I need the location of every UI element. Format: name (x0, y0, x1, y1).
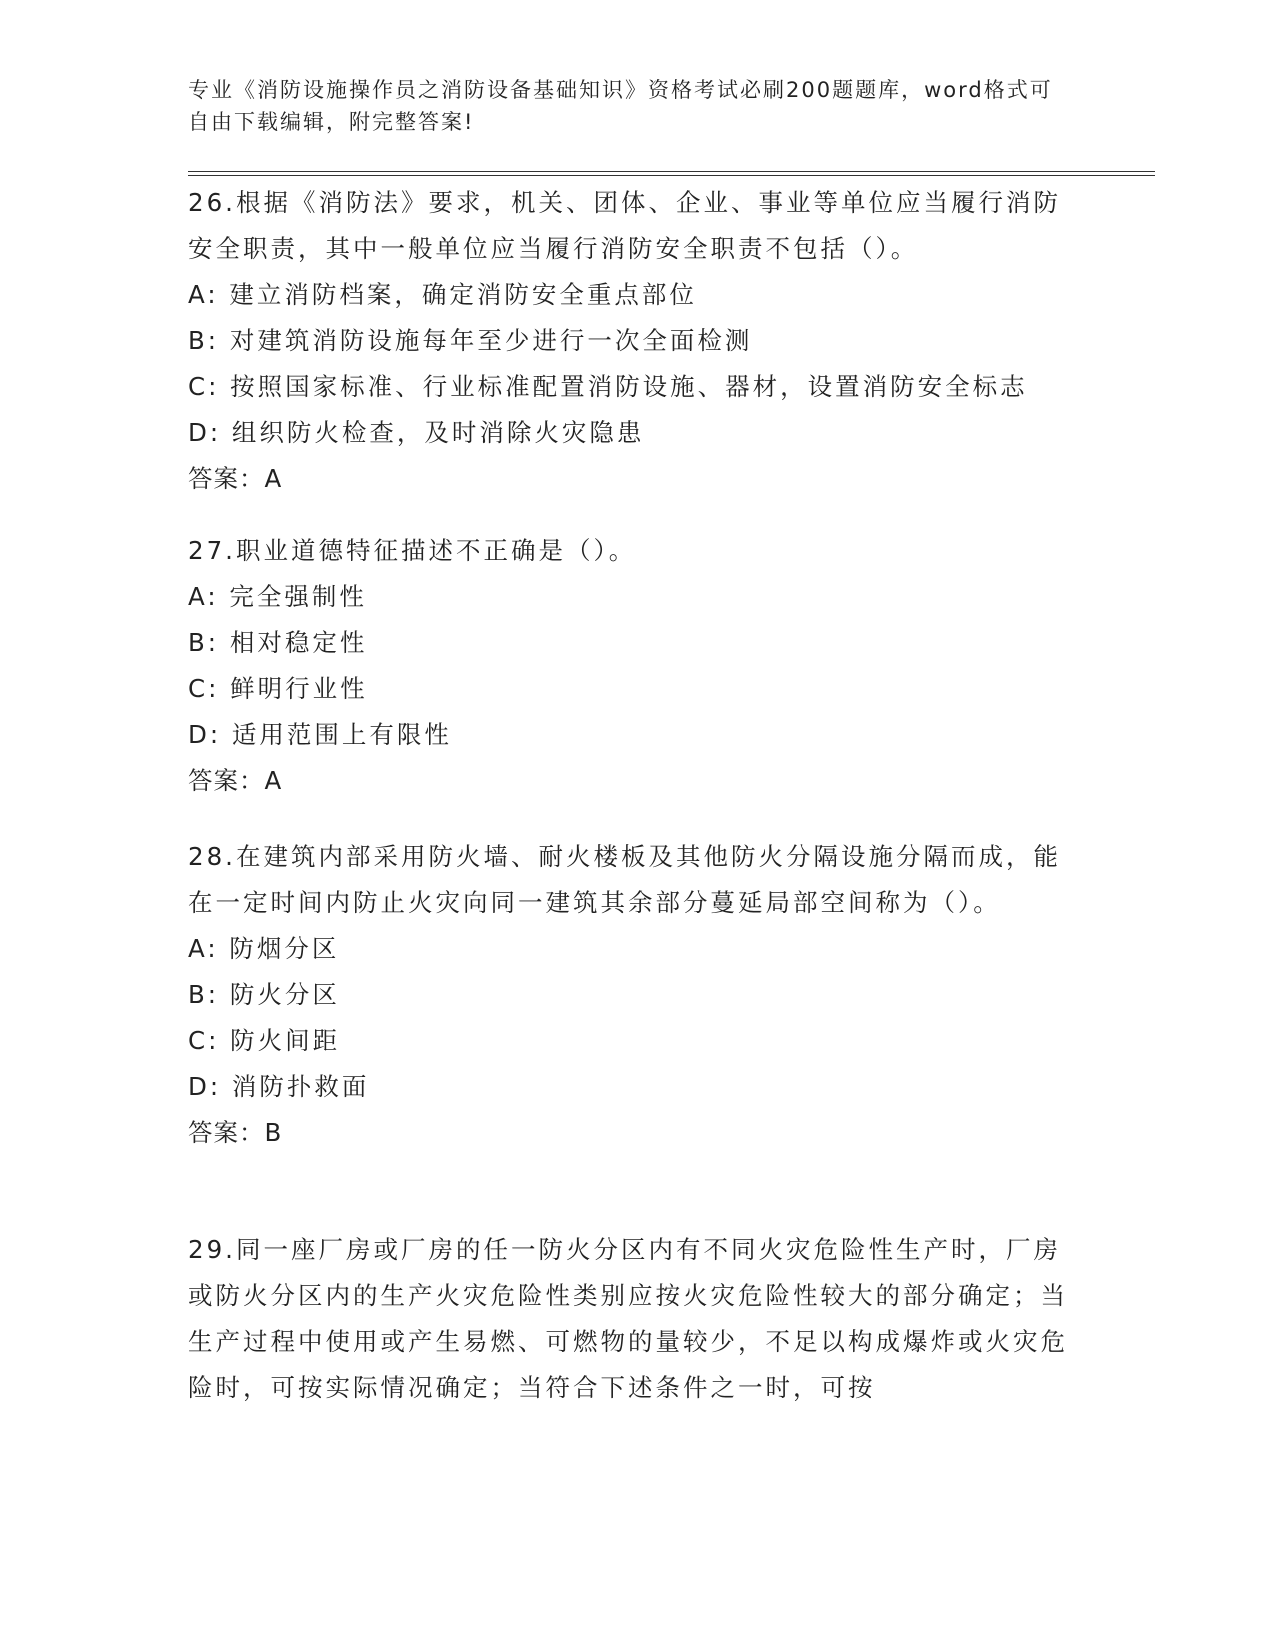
header-title: 专业《消防设施操作员之消防设备基础知识》资格考试必刷200题题库，word格式可自由下载编辑，附完整答案! (188, 78, 1053, 134)
answer-label: 答案：A (188, 464, 283, 493)
question-stem: 28.在建筑内部采用防火墙、耐火楼板及其他防火分隔设施分隔而成，能在一定时间内防止火灾向同一建筑其余部分蔓延局部空间称为（）。 (188, 842, 1061, 917)
option-c: C: 鲜明行业性 (188, 674, 368, 703)
option-b: B: 对建筑消防设施每年至少进行一次全面检测 (188, 326, 753, 355)
question-28 (188, 834, 1068, 1156)
option-b: B: 相对稳定性 (188, 628, 368, 657)
question-27 (188, 528, 1068, 804)
answer-label: 答案：A (188, 766, 283, 795)
question-stem: 27.职业道德特征描述不正确是（）。 (188, 536, 637, 565)
option-b: B: 防火分区 (188, 980, 340, 1009)
option-c: C: 防火间距 (188, 1026, 341, 1055)
option-d: D: 消防扑救面 (188, 1072, 370, 1101)
option-d: D: 适用范围上有限性 (188, 720, 452, 749)
question-26 (188, 180, 1068, 502)
header-rule-bottom (188, 175, 1155, 176)
question-29 (188, 1227, 1068, 1411)
option-c: C: 按照国家标准、行业标准配置消防设施、器材，设置消防安全标志 (188, 372, 1028, 401)
answer-label: 答案：B (188, 1118, 283, 1147)
question-stem: 29.同一座厂房或厂房的任一防火分区内有不同火灾危险性生产时，厂房或防火分区内的生产火灾危险性类别应按火灾危险性较大的部分确定；当生产过程中使用或产生易燃、可燃物的量较少，不足以构成爆炸或火灾危险时，可按实际情况确定；当符合下述条件之一时，可按 (188, 1235, 1068, 1402)
option-a: A: 防烟分区 (188, 934, 340, 963)
option-a: A: 建立消防档案，确定消防安全重点部位 (188, 280, 697, 309)
header-rule-top (188, 171, 1155, 172)
option-d: D: 组织防火检查，及时消除火灾隐患 (188, 418, 645, 447)
option-a: A: 完全强制性 (188, 582, 367, 611)
question-stem: 26.根据《消防法》要求，机关、团体、企业、事业等单位应当履行消防安全职责，其中一般单位应当履行消防安全职责不包括（）。 (188, 188, 1061, 263)
document-header (188, 74, 1068, 138)
